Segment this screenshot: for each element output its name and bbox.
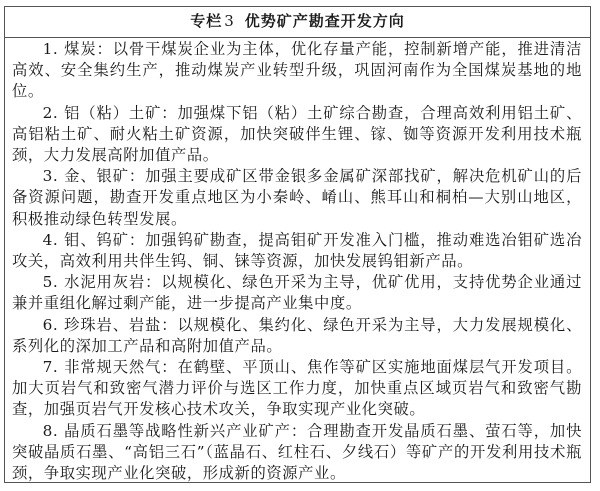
paragraph-molybdenum-tungsten: 4. 钼、钨矿：加强钨矿勘查，提高钼矿开发准入门槛，推动难选冶钼矿选冶攻关，高效利用共伴生钨、铜、铼等资源，加快发展钨钼新产品。 — [12, 230, 582, 271]
title-prefix: 专栏 — [190, 12, 223, 30]
paragraph-coal: 1. 煤炭：以骨干煤炭企业为主体，优化存量产能，控制新增产能，推进清洁高效、安全集约生产，推动煤炭产业转型升级，巩固河南作为全国煤炭基地的地位。 — [12, 40, 582, 101]
box-body — [5, 38, 590, 484]
paragraph-gold-silver: 3. 金、银矿：加强主要成矿区带金银多金属矿深部找矿，解决危机矿山的后备资源问题，勘查开发重点地区为小秦岭、崤山、熊耳山和桐柏—大别山地区，积极推动绿色转型发展。 — [12, 167, 582, 228]
title-number: 3 — [224, 12, 235, 30]
title-text: 优势矿产勘查开发方向 — [244, 12, 405, 30]
paragraph-limestone: 5. 水泥用灰岩：以规模化、绿色开采为主导，优矿优用，支持优势企业通过兼并重组化解过剩产能，进一步提高产业集中度。 — [12, 273, 582, 313]
paragraph-graphite: 8. 晶质石墨等战略性新兴产业矿产：合理勘查开发晶质石墨、萤石等，加快突破晶质石墨、“高铝三石”（蓝晶石、红柱石、夕线石）等矿产的开发利用技术瓶颈，争取实现产业化突破，形成新的资源产业。 — [12, 421, 582, 483]
box-title — [5, 7, 590, 38]
paragraph-unconventional-gas: 7. 非常规天然气：在鹤壁、平顶山、焦作等矿区实施地面煤层气开发项目。加大页岩气和致密气潜力评价与选区工作力度，加快重点区域页岩气和致密气勘查，加强页岩气开发核心技术攻关，争取实现产业化突破。 — [12, 358, 582, 419]
column-box — [4, 6, 591, 483]
paragraph-bauxite: 2. 铝（粘）土矿：加强煤下铝（粘）土矿综合勘查，合理高效利用铝土矿、高铝粘土矿、耐火粘土矿资源，加快突破伴生锂、镓、铷等资源开发利用技术瓶颈，大力发展高附加值产品。 — [12, 103, 582, 165]
paragraph-perlite-salt: 6. 珍珠岩、岩盐：以规模化、集约化、绿色开采为主导，大力发展规模化、系列化的深加工产品和高附加值产品。 — [12, 315, 582, 355]
